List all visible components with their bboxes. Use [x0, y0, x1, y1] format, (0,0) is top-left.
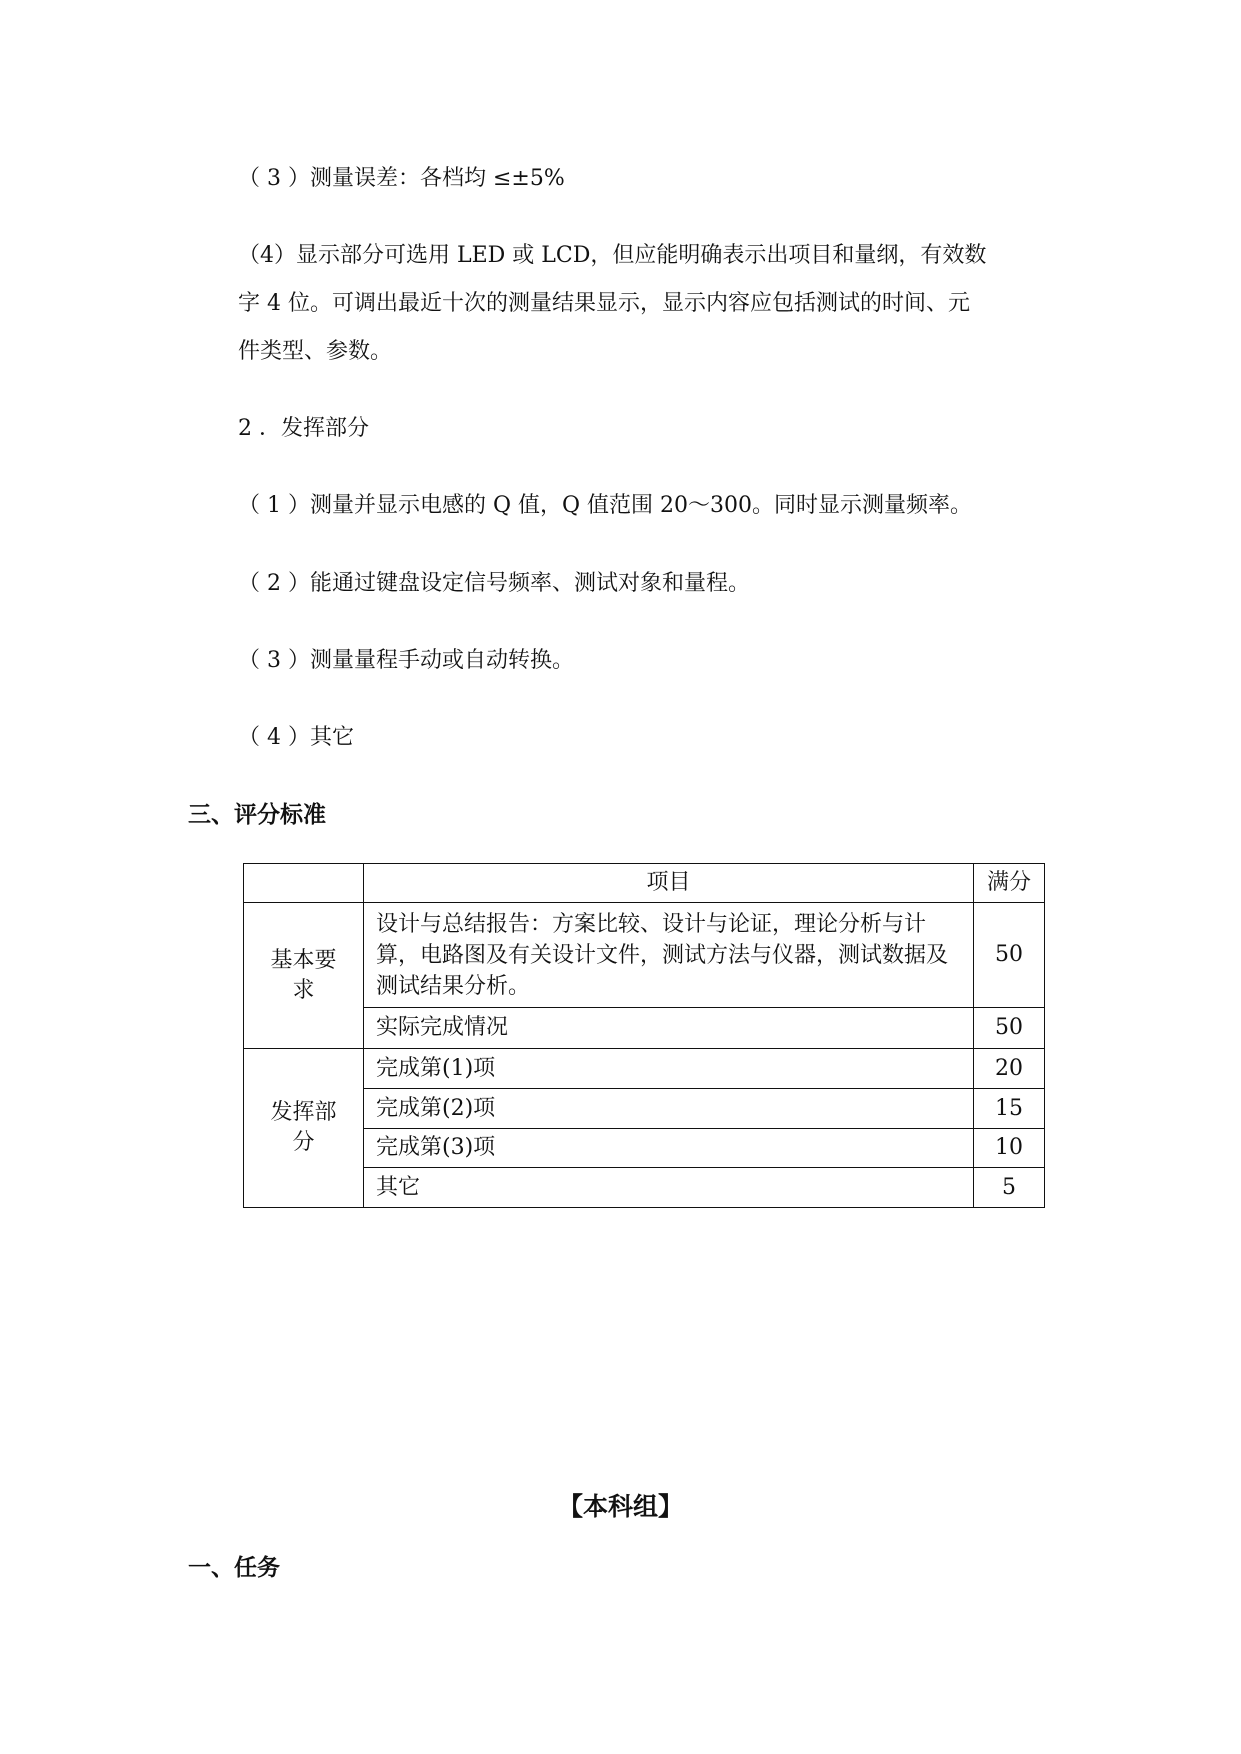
row-score: 20 — [974, 1049, 1045, 1089]
table-header-row — [244, 864, 1045, 903]
extended-3: （ 3 ）测量量程手动或自动转换。 — [238, 648, 574, 673]
header-score: 满分 — [974, 864, 1045, 903]
row-score: 15 — [974, 1089, 1045, 1129]
group-basic: 基本要求 — [244, 903, 364, 1049]
undergrad-title: 【本科组】 — [557, 1492, 683, 1521]
row-score: 50 — [974, 903, 1045, 1008]
header-item: 项目 — [364, 864, 974, 903]
row-score: 50 — [974, 1008, 1045, 1049]
requirement-4-line1: （4）显示部分可选用 LED 或 LCD，但应能明确表示出项目和量纲，有效数 — [238, 243, 987, 268]
row-score: 10 — [974, 1129, 1045, 1168]
row-item: 设计与总结报告：方案比较、设计与论证，理论分析与计算，电路图及有关设计文件，测试方法与仪器，测试数据及测试结果分析。 — [364, 903, 974, 1008]
row-score: 5 — [974, 1168, 1045, 1208]
section2-title: 2 ．发挥部分 — [238, 416, 369, 441]
requirement-4-line2: 字 4 位。可调出最近十次的测量结果显示，显示内容应包括测试的时间、元 — [238, 291, 970, 316]
table-row — [244, 1049, 1045, 1089]
row-item: 实际完成情况 — [364, 1008, 974, 1049]
table-row — [244, 1129, 1045, 1168]
row-item: 其它 — [364, 1168, 974, 1208]
section3-heading: 三、评分标准 — [188, 802, 326, 828]
group-extended: 发挥部分 — [244, 1049, 364, 1208]
scoring-table — [243, 863, 1045, 1208]
extended-2: （ 2 ）能通过键盘设定信号频率、测试对象和量程。 — [238, 571, 750, 596]
header-blank — [244, 864, 364, 903]
table-row — [244, 1168, 1045, 1208]
table-row — [244, 903, 1045, 1008]
row-item: 完成第(1)项 — [364, 1049, 974, 1089]
row-item: 完成第(3)项 — [364, 1129, 974, 1168]
requirement-3: （ 3 ）测量误差：各档均 ≤±5% — [238, 166, 565, 191]
requirement-4-line3: 件类型、参数。 — [238, 339, 393, 364]
extended-1: （ 1 ）测量并显示电感的 Q 值，Q 值范围 20～300。同时显示测量频率。 — [238, 493, 973, 518]
table-row — [244, 1089, 1045, 1129]
extended-4: （ 4 ）其它 — [238, 725, 354, 750]
row-item: 完成第(2)项 — [364, 1089, 974, 1129]
task-heading: 一、任务 — [188, 1555, 280, 1581]
table-row — [244, 1008, 1045, 1049]
